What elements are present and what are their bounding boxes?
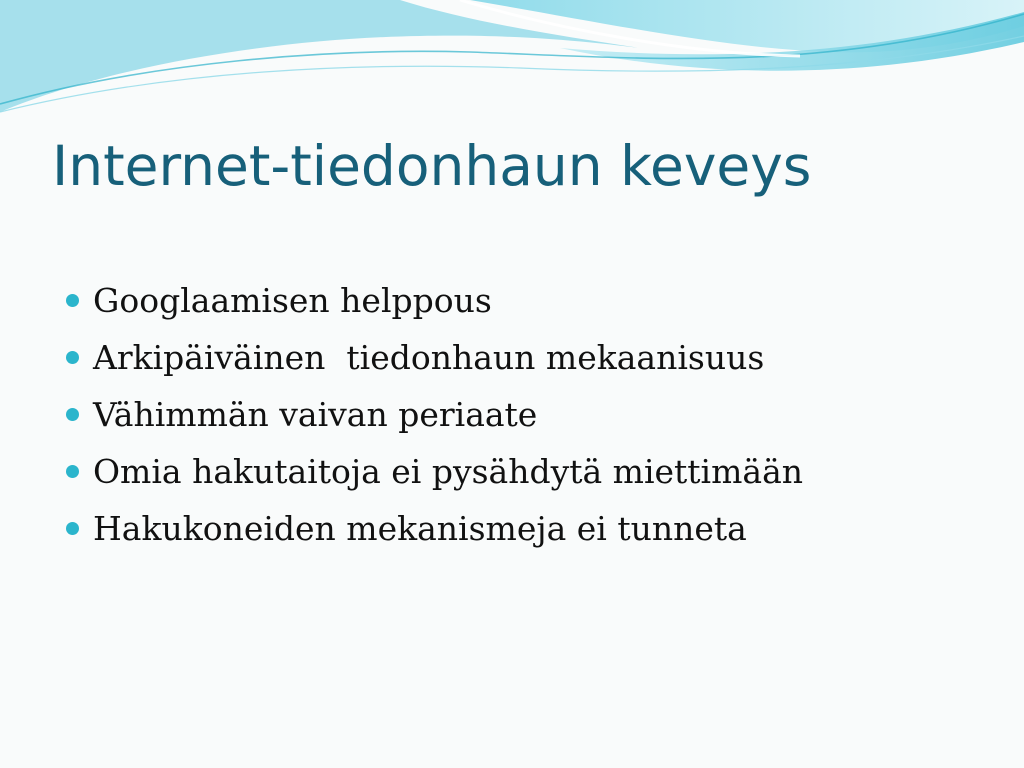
bullet-item <box>64 386 803 443</box>
bullet-dot-icon <box>66 294 79 307</box>
bullet-item <box>64 272 803 329</box>
bullet-dot-icon <box>66 408 79 421</box>
wave-band-left <box>0 0 640 112</box>
bullet-item <box>64 443 803 500</box>
bullet-item <box>64 329 803 386</box>
wave-decoration <box>0 0 1024 130</box>
bullet-item <box>64 500 803 557</box>
slide-title: Internet-tiedonhaun keveys <box>52 134 812 198</box>
bullet-text: Vähimmän vaivan periaate <box>93 395 538 434</box>
bullet-dot-icon <box>66 522 79 535</box>
bullet-text: Googlaamisen helppous <box>93 281 492 320</box>
bullet-dot-icon <box>66 351 79 364</box>
bullet-dot-icon <box>66 465 79 478</box>
bullet-text: Hakukoneiden mekanismeja ei tunneta <box>93 509 747 548</box>
bullet-text: Arkipäiväinen tiedonhaun mekaanisuus <box>93 338 765 377</box>
bullet-text: Omia hakutaitoja ei pysähdytä miettimään <box>93 452 803 491</box>
bullet-list <box>64 272 803 557</box>
